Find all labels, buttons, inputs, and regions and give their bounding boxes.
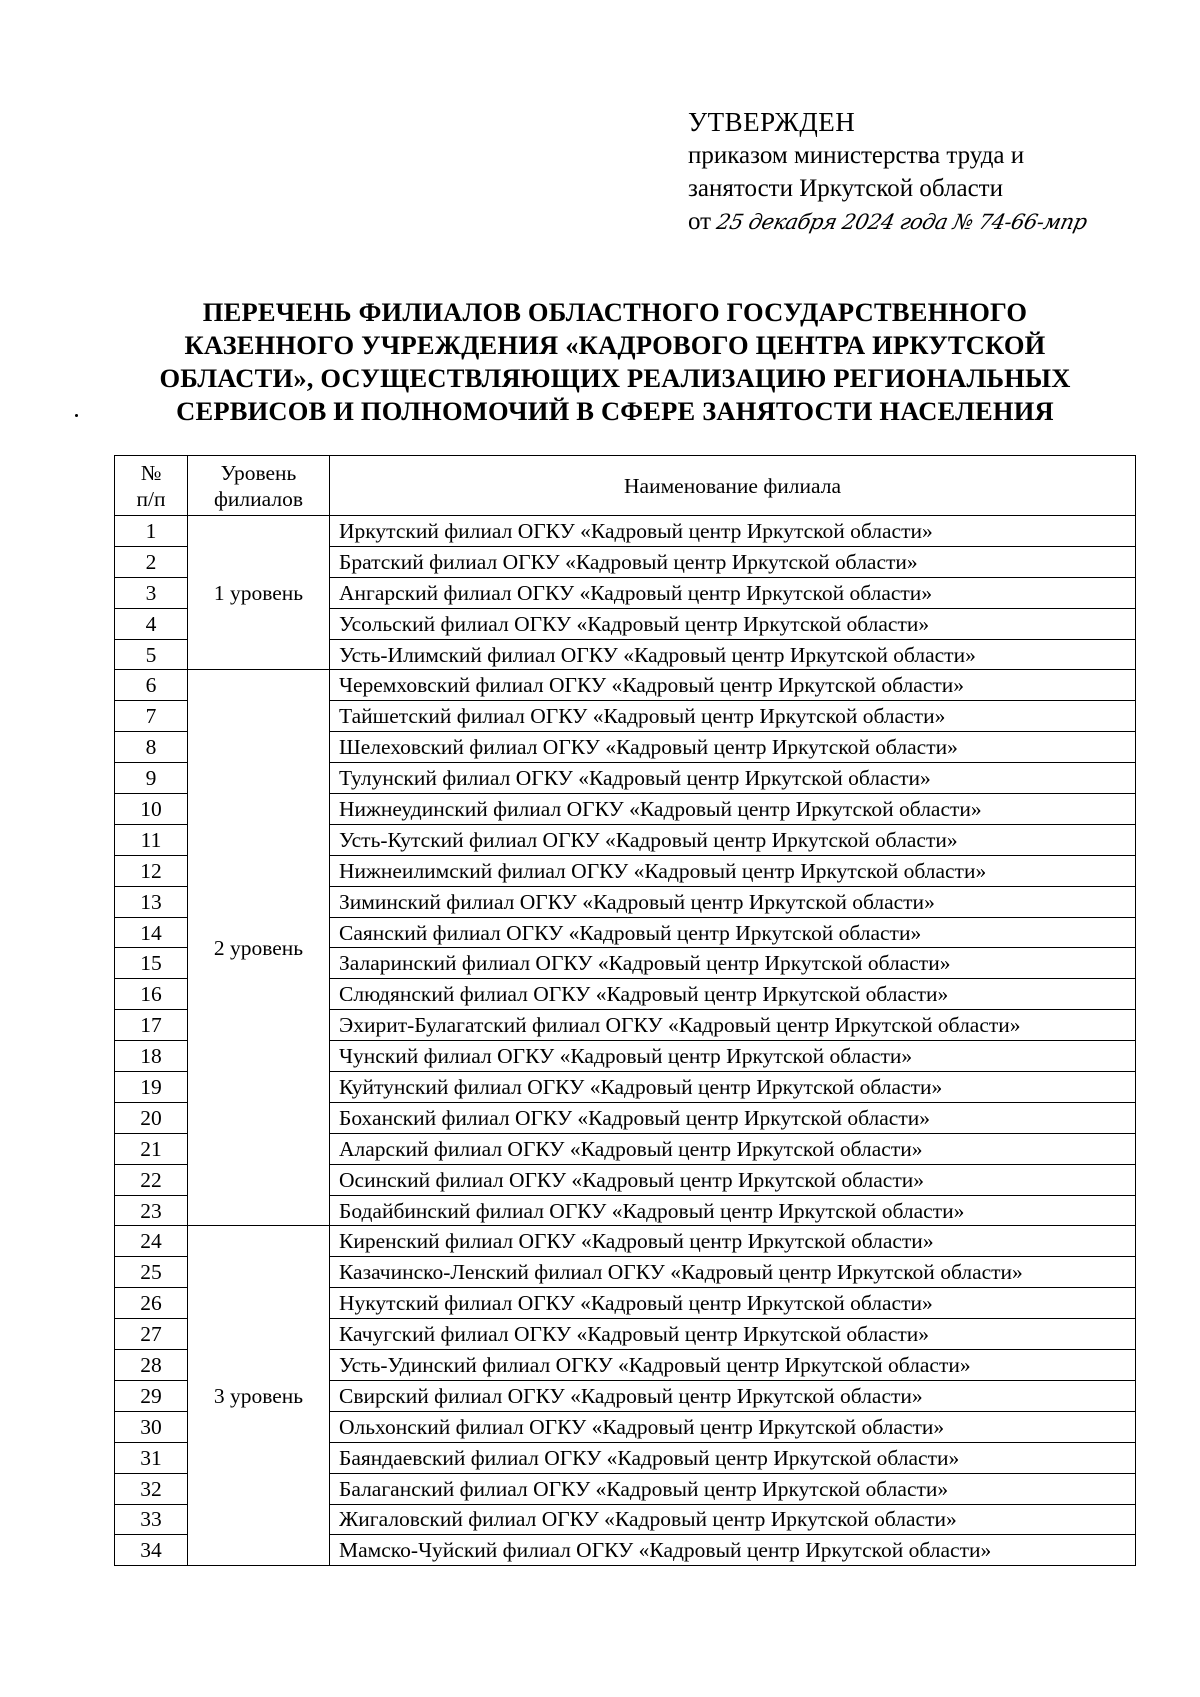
branch-name: Ангарский филиал ОГКУ «Кадровый центр Иркутской области» — [330, 577, 1136, 608]
row-number: 29 — [115, 1380, 188, 1411]
row-number: 24 — [115, 1226, 188, 1257]
branch-level: 1 уровень — [188, 516, 330, 670]
title-line-1: ПЕРЕЧЕНЬ ФИЛИАЛОВ ОБЛАСТНОГО ГОСУДАРСТВЕННОГО — [202, 297, 1028, 327]
branch-name: Куйтунский филиал ОГКУ «Кадровый центр Иркутской области» — [330, 1072, 1136, 1103]
branch-name: Шелеховский филиал ОГКУ «Кадровый центр Иркутской области» — [330, 732, 1136, 763]
branch-name: Жигаловский филиал ОГКУ «Кадровый центр Иркутской области» — [330, 1504, 1136, 1535]
header-level-line-1: Уровень — [220, 460, 297, 485]
handwritten-date-number: 25 декабря 2024 года № 74-66-мпр — [714, 210, 1090, 234]
row-number: 5 — [115, 639, 188, 670]
branch-name: Осинский филиал ОГКУ «Кадровый центр Иркутской области» — [330, 1164, 1136, 1195]
branch-name: Балаганский филиал ОГКУ «Кадровый центр Иркутской области» — [330, 1473, 1136, 1504]
branch-name: Тайшетский филиал ОГКУ «Кадровый центр Иркутской области» — [330, 701, 1136, 732]
branch-name: Тулунский филиал ОГКУ «Кадровый центр Иркутской области» — [330, 763, 1136, 794]
branch-name: Нижнеудинский филиал ОГКУ «Кадровый центр Иркутской области» — [330, 794, 1136, 825]
header-level — [188, 456, 330, 516]
row-number: 13 — [115, 886, 188, 917]
branch-name: Усольский филиал ОГКУ «Кадровый центр Иркутской области» — [330, 608, 1136, 639]
row-number: 14 — [115, 917, 188, 948]
title-line-3: ОБЛАСТИ», ОСУЩЕСТВЛЯЮЩИХ РЕАЛИЗАЦИЮ РЕГИОНАЛЬНЫХ — [159, 363, 1071, 393]
row-number: 11 — [115, 824, 188, 855]
approval-date-line — [688, 205, 1158, 239]
header-number-line-2: п/п — [136, 486, 166, 511]
row-number: 6 — [115, 670, 188, 701]
title-line-2: КАЗЕННОГО УЧРЕЖДЕНИЯ «КАДРОВОГО ЦЕНТРА ИРКУТСКОЙ — [184, 330, 1046, 360]
row-number: 16 — [115, 979, 188, 1010]
branch-name: Аларский филиал ОГКУ «Кадровый центр Иркутской области» — [330, 1133, 1136, 1164]
branch-name: Ольхонский филиал ОГКУ «Кадровый центр Иркутской области» — [330, 1411, 1136, 1442]
row-number: 12 — [115, 855, 188, 886]
approval-line-1: приказом министерства труда и — [688, 142, 1025, 169]
table-row — [115, 670, 1136, 701]
row-number: 18 — [115, 1041, 188, 1072]
branches-table — [114, 455, 1136, 1566]
row-number: 2 — [115, 546, 188, 577]
branch-name: Слюдянский филиал ОГКУ «Кадровый центр Иркутской области» — [330, 979, 1136, 1010]
branch-name: Боханский филиал ОГКУ «Кадровый центр Иркутской области» — [330, 1102, 1136, 1133]
approval-block — [688, 106, 1158, 239]
header-number — [115, 456, 188, 516]
title-line-4: СЕРВИСОВ И ПОЛНОМОЧИЙ В СФЕРЕ ЗАНЯТОСТИ НАСЕЛЕНИЯ — [176, 396, 1054, 426]
document-title — [110, 296, 1120, 428]
approval-prefix: от — [688, 208, 712, 235]
row-number: 15 — [115, 948, 188, 979]
branch-name: Усть-Удинский филиал ОГКУ «Кадровый центр Иркутской области» — [330, 1350, 1136, 1381]
table-body — [115, 516, 1136, 1566]
row-number: 26 — [115, 1288, 188, 1319]
branch-name: Нижнеилимский филиал ОГКУ «Кадровый центр Иркутской области» — [330, 855, 1136, 886]
row-number: 10 — [115, 794, 188, 825]
row-number: 3 — [115, 577, 188, 608]
table-row — [115, 1226, 1136, 1257]
branch-level: 2 уровень — [188, 670, 330, 1226]
row-number: 21 — [115, 1133, 188, 1164]
branch-name: Заларинский филиал ОГКУ «Кадровый центр Иркутской области» — [330, 948, 1136, 979]
header-level-line-2: филиалов — [213, 486, 304, 511]
row-number: 27 — [115, 1319, 188, 1350]
row-number: 8 — [115, 732, 188, 763]
approval-stamp: УТВЕРЖДЕН — [688, 107, 856, 137]
branch-name: Зиминский филиал ОГКУ «Кадровый центр Иркутской области» — [330, 886, 1136, 917]
branch-name: Баяндаевский филиал ОГКУ «Кадровый центр Иркутской области» — [330, 1442, 1136, 1473]
row-number: 17 — [115, 1010, 188, 1041]
row-number: 33 — [115, 1504, 188, 1535]
table-header-row — [115, 456, 1136, 516]
row-number: 22 — [115, 1164, 188, 1195]
branch-name: Киренский филиал ОГКУ «Кадровый центр Иркутской области» — [330, 1226, 1136, 1257]
branch-name: Мамско-Чуйский филиал ОГКУ «Кадровый центр Иркутской области» — [330, 1535, 1136, 1566]
row-number: 9 — [115, 763, 188, 794]
approval-line-2: занятости Иркутской области — [688, 175, 1003, 202]
branch-name: Качугский филиал ОГКУ «Кадровый центр Иркутской области» — [330, 1319, 1136, 1350]
row-number: 28 — [115, 1350, 188, 1381]
row-number: 19 — [115, 1072, 188, 1103]
row-number: 7 — [115, 701, 188, 732]
row-number: 34 — [115, 1535, 188, 1566]
branch-name: Черемховский филиал ОГКУ «Кадровый центр Иркутской области» — [330, 670, 1136, 701]
row-number: 32 — [115, 1473, 188, 1504]
row-number: 30 — [115, 1411, 188, 1442]
branch-name: Эхирит-Булагатский филиал ОГКУ «Кадровый центр Иркутской области» — [330, 1010, 1136, 1041]
branch-name: Чунский филиал ОГКУ «Кадровый центр Иркутской области» — [330, 1041, 1136, 1072]
branch-name: Свирский филиал ОГКУ «Кадровый центр Иркутской области» — [330, 1380, 1136, 1411]
branch-name: Братский филиал ОГКУ «Кадровый центр Иркутской области» — [330, 546, 1136, 577]
branch-name: Бодайбинский филиал ОГКУ «Кадровый центр Иркутской области» — [330, 1195, 1136, 1226]
branch-level: 3 уровень — [188, 1226, 330, 1566]
row-number: 1 — [115, 516, 188, 547]
row-number: 23 — [115, 1195, 188, 1226]
row-number: 31 — [115, 1442, 188, 1473]
branch-name: Усть-Кутский филиал ОГКУ «Кадровый центр Иркутской области» — [330, 824, 1136, 855]
row-number: 4 — [115, 608, 188, 639]
table-row — [115, 516, 1136, 547]
header-branch-name: Наименование филиала — [330, 456, 1136, 516]
branch-name: Нукутский филиал ОГКУ «Кадровый центр Иркутской области» — [330, 1288, 1136, 1319]
row-number: 25 — [115, 1257, 188, 1288]
branch-name: Казачинско-Ленский филиал ОГКУ «Кадровый центр Иркутской области» — [330, 1257, 1136, 1288]
row-number: 20 — [115, 1102, 188, 1133]
branch-name: Саянский филиал ОГКУ «Кадровый центр Иркутской области» — [330, 917, 1136, 948]
stray-dot — [75, 414, 78, 417]
branch-name: Иркутский филиал ОГКУ «Кадровый центр Иркутской области» — [330, 516, 1136, 547]
branch-name: Усть-Илимский филиал ОГКУ «Кадровый центр Иркутской области» — [330, 639, 1136, 670]
header-number-line-1: № — [140, 460, 162, 485]
